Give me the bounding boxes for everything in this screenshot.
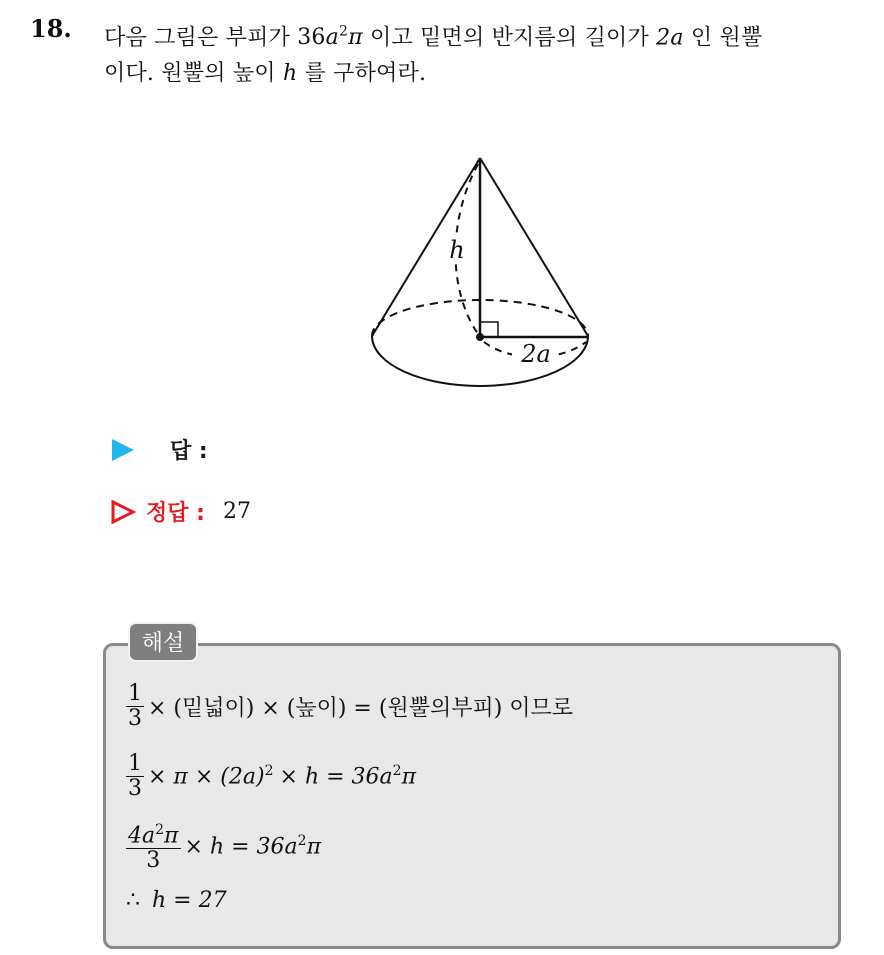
solution-line-4 — [126, 888, 227, 913]
fraction-denominator: 3 — [128, 776, 142, 801]
fraction-one-third — [126, 682, 144, 731]
question-number: 18. — [30, 14, 72, 43]
base-center-dot — [476, 333, 484, 341]
question-text — [104, 14, 864, 92]
cone-diagram — [360, 150, 600, 390]
solution-line-1 — [126, 682, 573, 731]
height-variable: h — [282, 61, 298, 87]
question-line2-suffix: 를 구하여라. — [304, 61, 427, 87]
solution-tab: 해설 — [128, 622, 198, 662]
answer-label: 답 : — [170, 439, 208, 464]
question-line-1 — [104, 14, 864, 56]
height-label: h — [449, 236, 465, 264]
fraction-denominator: 3 — [128, 706, 142, 731]
solution-line3-expression: × $h = 36a^2\pi$ — [184, 832, 322, 859]
radius-expression: 2a — [656, 25, 684, 51]
question-line-2 — [104, 56, 864, 92]
correct-answer-row — [110, 496, 251, 527]
volume-var: a — [325, 25, 339, 51]
fraction-4a2pi-over-3 — [126, 818, 181, 873]
fraction-one-third — [126, 752, 144, 801]
fraction-numerator: 1 — [128, 751, 142, 776]
outline-arrow-icon — [110, 499, 136, 525]
cone-right-side — [480, 158, 588, 336]
solution-line-2 — [126, 752, 416, 801]
fraction-numerator: 1 — [128, 681, 142, 706]
therefore-symbol: ∴ — [126, 888, 140, 913]
solution-line1-text: × (밑넓이) × (높이) = (원뿔의부피) 이므로 — [148, 696, 574, 721]
question-line1-suffix: 인 원뿔 — [690, 25, 763, 51]
question-line1-mid: 이고 밑면의 반지름의 길이가 — [369, 25, 649, 51]
volume-coef: 36 — [297, 25, 326, 51]
question-line1-prefix: 다음 그림은 부피가 — [104, 25, 291, 51]
answer-row — [110, 434, 208, 465]
solution-line4-expression: h = 27 — [152, 888, 227, 913]
volume-expression — [297, 25, 363, 50]
question-line2-prefix: 이다. 원뿔의 높이 — [104, 61, 276, 87]
solution-line2-expression: × $\pi \times (2a)^2 \times h = 36a^2\pi$ — [148, 763, 417, 790]
fraction-numerator: $4a^2\pi$ — [128, 822, 179, 849]
radius-label: 2a — [521, 340, 551, 368]
correct-answer-label: 정답 : — [146, 501, 205, 526]
volume-exp: 2 — [338, 24, 349, 40]
volume-pi: π — [348, 25, 363, 51]
fraction-denominator: 3 — [146, 848, 161, 874]
solution-line-3 — [126, 818, 321, 873]
play-arrow-icon — [110, 437, 136, 463]
correct-answer-value: 27 — [222, 499, 251, 524]
